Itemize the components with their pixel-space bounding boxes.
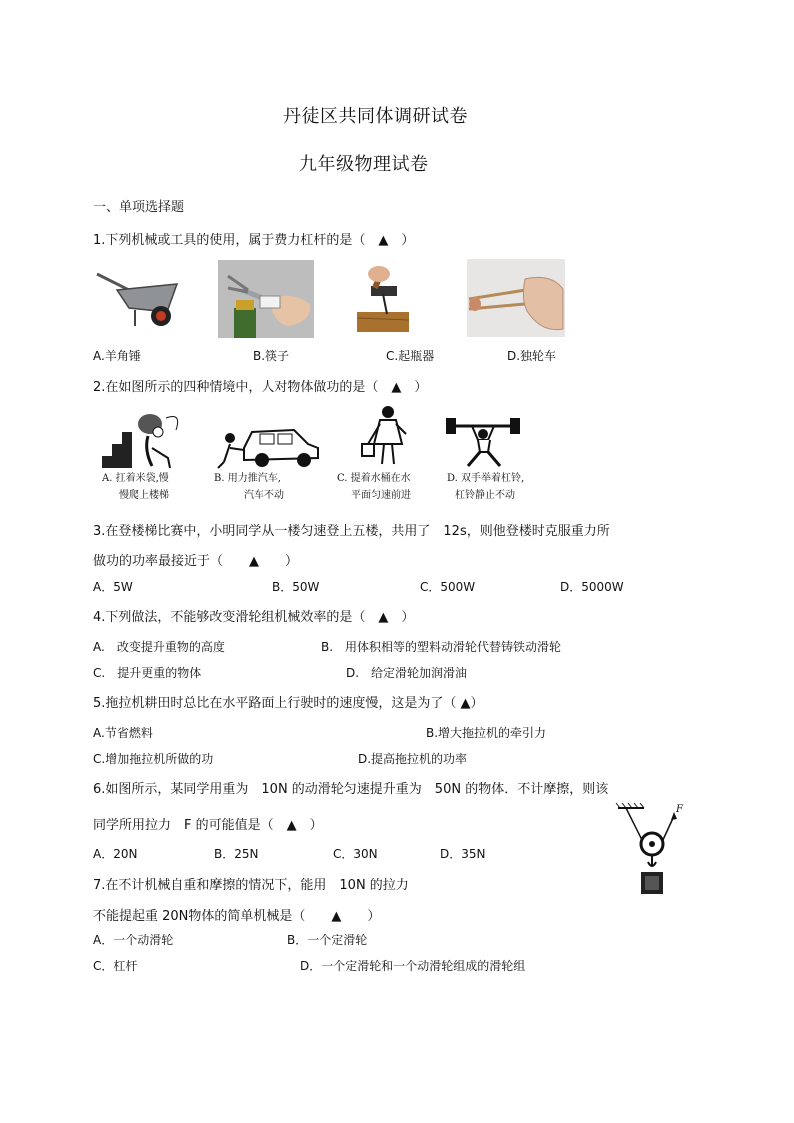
q4-option-c: C. 提升更重的物体 xyxy=(93,666,202,680)
q1-option-a: A.羊角锤 xyxy=(93,349,141,363)
wheelbarrow-illustration xyxy=(95,268,185,330)
q5-option-c: C.增加拖拉机所做的功 xyxy=(93,752,214,766)
q6-option-d: D．35N xyxy=(440,847,486,861)
question-6-line-2: 同学所用拉力 F 的可能值是（ ▲ ） xyxy=(93,818,323,833)
question-7-line-2: 不能提起重 20N物体的简单机械是（ ▲ ） xyxy=(93,909,381,924)
force-label: F xyxy=(676,804,683,815)
claw-hammer-photo xyxy=(353,264,413,334)
q3-option-b: B．50W xyxy=(272,580,320,594)
stairs-sack-illustration xyxy=(100,408,185,470)
movable-pulley-figure xyxy=(614,800,686,898)
section-label: 一、单项选择题 xyxy=(93,200,185,215)
q6-option-c: C．30N xyxy=(333,847,378,861)
q3-option-a: A．5W xyxy=(93,580,133,594)
q4-option-b: B. 用体积相等的塑料动滑轮代替铸铁动滑轮 xyxy=(321,640,562,654)
question-2: 2.在如图所示的四种情境中，人对物体做功的是（ ▲ ） xyxy=(93,380,428,395)
page-subtitle: 九年级物理试卷 xyxy=(299,154,429,175)
q6-option-a: A．20N xyxy=(93,847,138,861)
q3-option-c: C．500W xyxy=(420,580,476,594)
q7-option-a: A．一个动滑轮 xyxy=(93,933,174,947)
carry-bucket-illustration xyxy=(358,404,416,470)
question-3-line-1: 3.在登楼梯比赛中，小明同学从一楼匀速登上五楼，共用了 12s，则他登楼时克服重力所 xyxy=(93,524,610,539)
q5-option-a: A.节省燃料 xyxy=(93,726,153,740)
q6-option-b: B．25N xyxy=(214,847,259,861)
question-7-line-1: 7.在不计机械自重和摩擦的情况下，能用 10N 的拉力 xyxy=(93,878,409,893)
q1-option-b: B.筷子 xyxy=(253,349,290,363)
question-4: 4.下列做法，不能够改变滑轮组机械效率的是（ ▲ ） xyxy=(93,610,415,625)
chopsticks-photo xyxy=(467,259,565,337)
q7-option-c: C．杠杆 xyxy=(93,959,138,973)
question-5: 5.拖拉机耕田时总比在水平路面上行驶时的速度慢，这是为了（ ▲） xyxy=(93,696,484,711)
q1-option-d: D.独轮车 xyxy=(507,349,557,363)
q2-caption-a: A. 扛着米袋,慢 慢爬上楼梯 xyxy=(102,473,169,501)
q3-option-d: D．5000W xyxy=(560,580,624,594)
q5-option-d: D.提高拖拉机的功率 xyxy=(358,752,468,766)
q2-caption-b: B. 用力推汽车, 汽车不动 xyxy=(214,473,284,501)
q7-option-b: B．一个定滑轮 xyxy=(287,933,368,947)
page-title: 丹徒区共同体调研试卷 xyxy=(283,106,468,127)
bottle-opener-photo xyxy=(218,260,314,338)
q5-option-b: B.增大拖拉机的牵引力 xyxy=(426,726,547,740)
q4-option-a: A. 改变提升重物的高度 xyxy=(93,640,225,654)
question-3-line-2: 做功的功率最接近于（ ▲ ） xyxy=(93,554,298,569)
push-car-illustration xyxy=(216,418,321,470)
q1-option-c: C.起瓶器 xyxy=(386,349,435,363)
q2-caption-d: D. 双手举着杠铃, 杠铃静止不动 xyxy=(447,473,525,501)
q7-option-d: D．一个定滑轮和一个动滑轮组成的滑轮组 xyxy=(300,959,526,973)
question-1: 1.下列机械或工具的使用，属于费力杠杆的是（ ▲ ） xyxy=(93,233,415,248)
barbell-illustration xyxy=(444,416,522,470)
question-6-line-1: 6.如图所示，某同学用重为 10N 的动滑轮匀速提升重为 50N 的物体．不计摩擦，则该 xyxy=(93,782,609,797)
q4-option-d: D. 给定滑轮加润滑油 xyxy=(346,666,468,680)
q2-caption-c: C. 提着水桶在水 平面匀速前进 xyxy=(337,473,411,501)
